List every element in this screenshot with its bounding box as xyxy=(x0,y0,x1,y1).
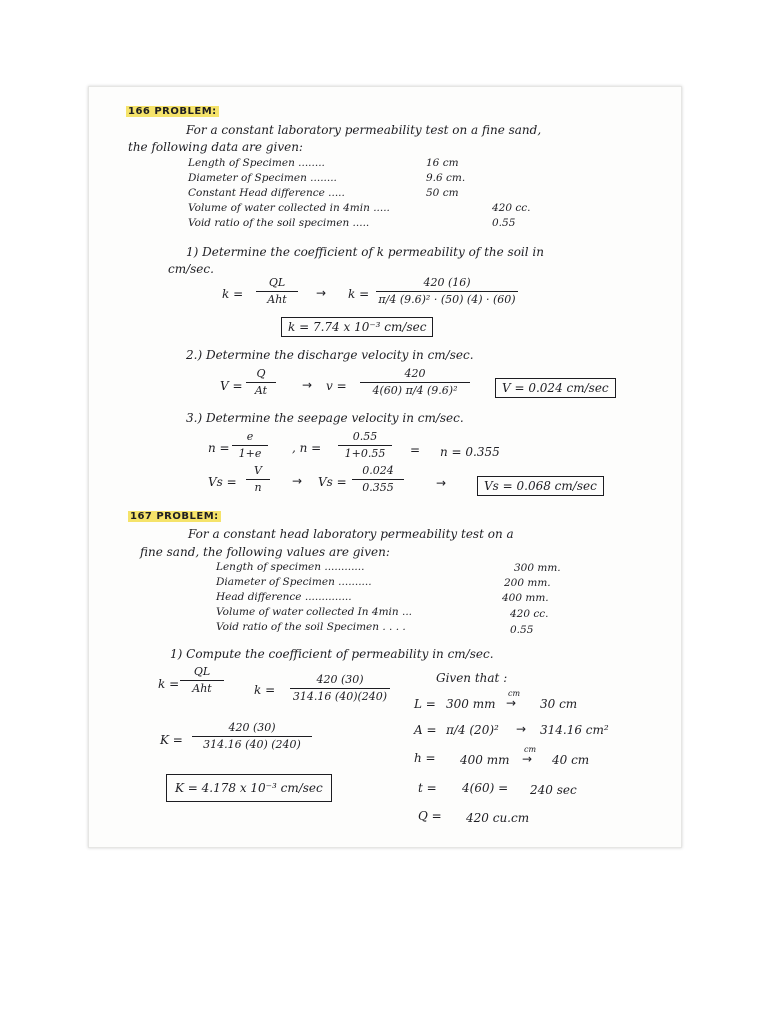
p166-k-formula-numerator: QL xyxy=(268,276,286,289)
p166-n-equals: = xyxy=(410,443,421,457)
problem-167-intro-line2: fine sand, the following values are given: xyxy=(140,545,390,559)
p166-question-3: 3.) Determine the seepage velocity in cm/sec. xyxy=(186,411,464,425)
p167-data-value-2: 400 mm. xyxy=(502,592,549,604)
p166-v-formula-numerator: Q xyxy=(256,367,266,380)
p167-given-result-0: 30 cm xyxy=(540,697,578,711)
fraction-bar xyxy=(360,382,470,383)
p167-given-lhs-0: L = xyxy=(414,697,436,711)
p167-k-substitution-denominator: 314.16 (40)(240) xyxy=(292,690,388,704)
p166-n-formula-lhs: n = xyxy=(208,441,230,455)
p166-question-2: 2.) Determine the discharge velocity in cm/sec. xyxy=(186,348,474,362)
p167-given-label: Given that : xyxy=(436,671,508,685)
p166-v-substitution-lhs: v = xyxy=(326,379,347,393)
p167-given-rhs-2: 400 mm xyxy=(460,753,510,767)
p166-k-formula-denominator: Aht xyxy=(267,293,287,307)
p167-given-lhs-1: A = xyxy=(414,723,437,737)
p166-vs-substitution-lhs: Vs = xyxy=(318,475,347,489)
p166-data-name-0: Length of Specimen ........ xyxy=(188,157,325,169)
p166-v-substitution-fraction xyxy=(360,368,470,397)
p166-n-substitution-denominator: 1+0.55 xyxy=(344,447,386,461)
p166-n-substitution-lhs: , n = xyxy=(292,441,322,455)
p166-data-name-2: Constant Head difference ..... xyxy=(188,187,345,199)
p167-given-rhs-0: 300 mm xyxy=(446,697,496,711)
p167-given-unit-2: cm xyxy=(524,745,537,754)
p166-data-value-3: 420 cc. xyxy=(492,202,531,214)
p167-k-restated-lhs: K = xyxy=(160,733,183,747)
problem-166-intro-line2: the following data are given: xyxy=(128,140,303,154)
p167-k-answer-box: K = 4.178 x 10⁻³ cm/sec xyxy=(166,774,332,802)
fraction-bar xyxy=(192,736,312,737)
p166-n-formula-denominator: 1+e xyxy=(238,447,262,461)
p167-k-formula-numerator: QL xyxy=(193,665,211,678)
p167-given-rhs-1: π/4 (20)² xyxy=(446,723,499,737)
fraction-bar xyxy=(352,479,404,480)
arrow-icon: → xyxy=(506,696,517,710)
p167-data-name-1: Diameter of Specimen .......... xyxy=(216,576,372,588)
problem-166-label: 166 PROBLEM: xyxy=(128,106,217,117)
p166-k-formula-fraction xyxy=(256,277,298,306)
p166-data-value-2: 50 cm xyxy=(426,187,459,199)
arrow-icon: → xyxy=(316,286,327,300)
p166-data-value-4: 0.55 xyxy=(492,217,516,229)
arrow-icon: → xyxy=(436,476,447,490)
p166-vs-formula-denominator: n xyxy=(254,481,262,495)
arrow-icon: → xyxy=(516,722,527,736)
p166-n-substitution-numerator: 0.55 xyxy=(352,430,378,443)
p166-k-substitution-lhs: k = xyxy=(348,287,370,301)
p166-n-formula-fraction xyxy=(232,431,268,460)
p166-k-formula-lhs: k = xyxy=(222,287,244,301)
p166-v-formula-fraction xyxy=(246,368,276,397)
p166-vs-answer-box: Vs = 0.068 cm/sec xyxy=(477,476,604,496)
p167-question-1: 1) Compute the coefficient of permeability in cm/sec. xyxy=(170,647,494,661)
p166-data-name-3: Volume of water collected in 4min ..... xyxy=(188,202,390,214)
p166-v-substitution-denominator: 4(60) π/4 (9.6)² xyxy=(372,384,458,398)
fraction-bar xyxy=(338,445,392,446)
p167-k-substitution-numerator: 420 (30) xyxy=(316,673,364,686)
p167-data-value-4: 0.55 xyxy=(510,624,534,636)
arrow-icon: → xyxy=(292,474,303,488)
p167-k-restated-numerator: 420 (30) xyxy=(228,721,276,734)
p167-given-rhs-3: 4(60) = xyxy=(462,781,509,795)
p167-k-substitution-fraction xyxy=(290,674,390,703)
p166-v-substitution-numerator: 420 xyxy=(404,367,426,380)
p167-given-result-2: 40 cm xyxy=(552,753,590,767)
p167-given-result-1: 314.16 cm² xyxy=(540,723,609,737)
p167-data-value-0: 300 mm. xyxy=(514,562,561,574)
p166-vs-formula-fraction xyxy=(246,465,270,494)
p166-n-answer: n = 0.355 xyxy=(440,445,500,459)
problem-166-intro-line1: For a constant laboratory permeability test on a fine sand, xyxy=(186,123,542,137)
p167-k-restated-denominator: 314.16 (40) (240) xyxy=(203,738,301,752)
fraction-bar xyxy=(290,688,390,689)
problem-167-intro-line1: For a constant head laboratory permeability test on a xyxy=(188,527,514,541)
p166-k-answer-box: k = 7.74 x 10⁻³ cm/sec xyxy=(281,317,433,337)
p167-k-restated-fraction xyxy=(192,722,312,751)
p167-given-lhs-3: t = xyxy=(418,781,437,795)
p167-k-formula-lhs: k = xyxy=(158,677,180,691)
p167-given-rhs-4: 420 cu.cm xyxy=(466,811,530,825)
fraction-bar xyxy=(180,680,224,681)
p166-n-substitution-fraction xyxy=(338,431,392,460)
p167-given-lhs-2: h = xyxy=(414,751,436,765)
p166-question-1: 1) Determine the coefficient of k permeability of the soil in xyxy=(186,245,544,259)
problem-167-label: 167 PROBLEM: xyxy=(130,511,219,522)
fraction-bar xyxy=(376,291,518,292)
p167-data-name-2: Head difference .............. xyxy=(216,591,352,603)
p166-vs-substitution-numerator: 0.024 xyxy=(362,464,394,477)
fraction-bar xyxy=(232,445,268,446)
p166-data-name-4: Void ratio of the soil specimen ..... xyxy=(188,217,370,229)
p166-data-value-1: 9.6 cm. xyxy=(426,172,466,184)
arrow-icon: → xyxy=(522,752,533,766)
p166-vs-substitution-fraction xyxy=(352,465,404,494)
p167-data-name-3: Volume of water collected In 4min ... xyxy=(216,606,413,618)
p167-k-substitution-lhs: k = xyxy=(254,683,276,697)
p166-v-formula-denominator: At xyxy=(254,384,268,398)
p166-k-substitution-numerator: 420 (16) xyxy=(423,276,471,289)
p167-data-value-3: 420 cc. xyxy=(510,608,549,620)
p166-data-value-0: 16 cm xyxy=(426,157,459,169)
p166-vs-formula-numerator: V xyxy=(254,464,262,477)
p166-data-name-1: Diameter of Specimen ........ xyxy=(188,172,337,184)
arrow-icon: → xyxy=(302,378,313,392)
p167-given-result-3: 240 sec xyxy=(530,783,577,797)
p167-data-value-1: 200 mm. xyxy=(504,577,551,589)
p166-vs-formula-lhs: Vs = xyxy=(208,475,237,489)
p167-given-unit-0: cm xyxy=(508,689,521,698)
p167-given-lhs-4: Q = xyxy=(418,809,442,823)
p166-question-1-unit: cm/sec. xyxy=(168,262,214,276)
p167-data-name-0: Length of specimen ............ xyxy=(216,561,365,573)
p166-n-formula-numerator: e xyxy=(246,430,254,443)
fraction-bar xyxy=(246,479,270,480)
p166-k-substitution-denominator: π/4 (9.6)² · (50) (4) · (60) xyxy=(378,293,516,307)
p166-vs-substitution-denominator: 0.355 xyxy=(362,481,394,495)
p167-k-formula-denominator: Aht xyxy=(192,682,212,696)
fraction-bar xyxy=(246,382,276,383)
fraction-bar xyxy=(256,291,298,292)
p167-data-name-4: Void ratio of the soil Specimen . . . . xyxy=(216,621,406,633)
p167-k-formula-fraction xyxy=(180,666,224,695)
p166-v-formula-lhs: V = xyxy=(220,379,243,393)
p166-k-substitution-fraction xyxy=(376,277,518,306)
p166-v-answer-box: V = 0.024 cm/sec xyxy=(495,378,616,398)
